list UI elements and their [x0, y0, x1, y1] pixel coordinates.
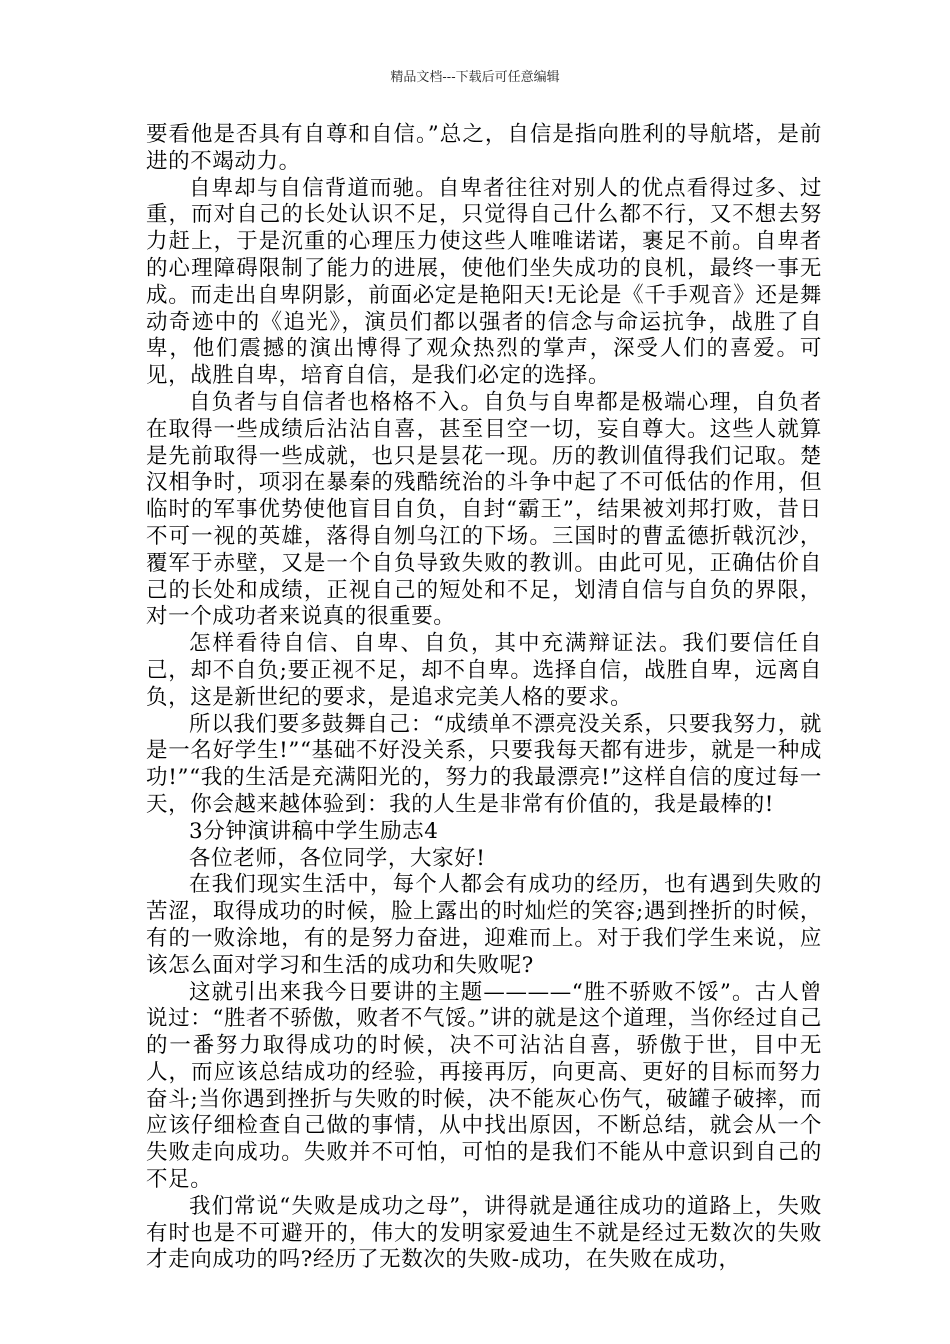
paragraph-arrogance: 自负者与自信者也格格不入。自负与自卑都是极端心理，自负者在取得一些成绩后沾沾自喜，甚至目空一切，妄自尊大。这些人就算是先前取得一些成就，也只是昙花一现。历的教训值得我们记取。楚汉相争时，项羽在暴秦的残酷统治的斗争中起了不可低估的作用，但临时的军事优势使他盲目自负，自封“霸王”，结果被刘邦打败，昔日不可一视的英雄，落得自刎乌江的下场。三国时的曹孟德折戟沉沙，覆军于赤壁，又是一个自负导致失败的教训。由此可见，正确估价自己的长处和成绩，正视自己的短处和不足，划清自信与自负的界限，对一个成功者来说真的很重要。 [146, 389, 822, 630]
paragraph-dialectics: 怎样看待自信、自卑、自负，其中充满辩证法。我们要信任自己，却不自负;要正视不足，却不自卑。选择自信，战胜自卑，远离自负，这是新世纪的要求，是追求完美人格的要求。 [146, 631, 822, 710]
paragraph-continuation: 要看他是否具有自尊和自信。”总之，自信是指向胜利的导航塔，是前进的不竭动力。 [146, 122, 822, 174]
paragraph-success-failure: 在我们现实生活中，每个人都会有成功的经历，也有遇到失败的苦涩，取得成功的时候，脸上露出的时灿烂的笑容;遇到挫折的时候，有的一败涂地，有的是努力奋进，迎难而上。对于我们学生来说，应该怎么面对学习和生活的成功和失败呢? [146, 872, 822, 978]
paragraph-theme: 这就引出来我今日要讲的主题————“胜不骄败不馁”。古人曾说过：“胜者不骄傲，败者不气馁。”讲的就是这个道理，当你经过自己的一番努力取得成功的时候，决不可沾沾自喜，骄傲于世，目中无人，而应该总结成功的经验，再接再厉，向更高、更好的目标而努力奋斗;当你遇到挫折与失败的时候，决不能灰心伤气，破罐子破摔，而应该仔细检查自己做的事情，从中找出原因，不断总结，就会从一个失败走向成功。失败并不可怕，可怕的是我们不能从中意识到自己的不足。 [146, 979, 822, 1193]
paragraph-edison: 我们常说“失败是成功之母”，讲得就是通往成功的道路上，失败有时也是不可避开的，伟大的发明家爱迪生不就是经过无数次的失败才走向成功的吗?经历了无数次的失败-成功，在失败在成功， [146, 1193, 822, 1273]
document-body [146, 122, 822, 1274]
greeting: 各位老师，各位同学，大家好! [189, 845, 486, 871]
paragraph-inferiority: 自卑却与自信背道而驰。自卑者往往对别人的优点看得过多、过重，而对自己的长处认识不足，只觉得自己什么都不行，又不想去努力赶上，于是沉重的心理压力使这些人唯唯诺诺，裹足不前。自卑者的心理障碍限制了能力的进展，使他们坐失成功的良机，最终一事无成。而走出自卑阴影，前面必定是艳阳天!无论是《千手观音》还是舞动奇迹中的《追光》，演员们都以强者的信念与命运抗争，战胜了自卑，他们震撼的演出博得了观众热烈的掌声，深受人们的喜爱。可见，战胜自卑，培育自信，是我们必定的选择。 [146, 175, 822, 389]
page-header: 精品文档---下载后可任意编辑 [390, 70, 560, 85]
section-title: 3分钟演讲稿中学生励志4 [189, 818, 439, 844]
paragraph-encouragement: 所以我们要多鼓舞自己：“成绩单不漂亮没关系，只要我努力，就是一名好学生!”“基础不好没关系，只要我每天都有进步，就是一种成功!”“我的生活是充满阳光的，努力的我最漂亮!”这样自信的度过每一天，你会越来越体验到：我的人生是非常有价值的，我是最棒的! [146, 711, 822, 817]
